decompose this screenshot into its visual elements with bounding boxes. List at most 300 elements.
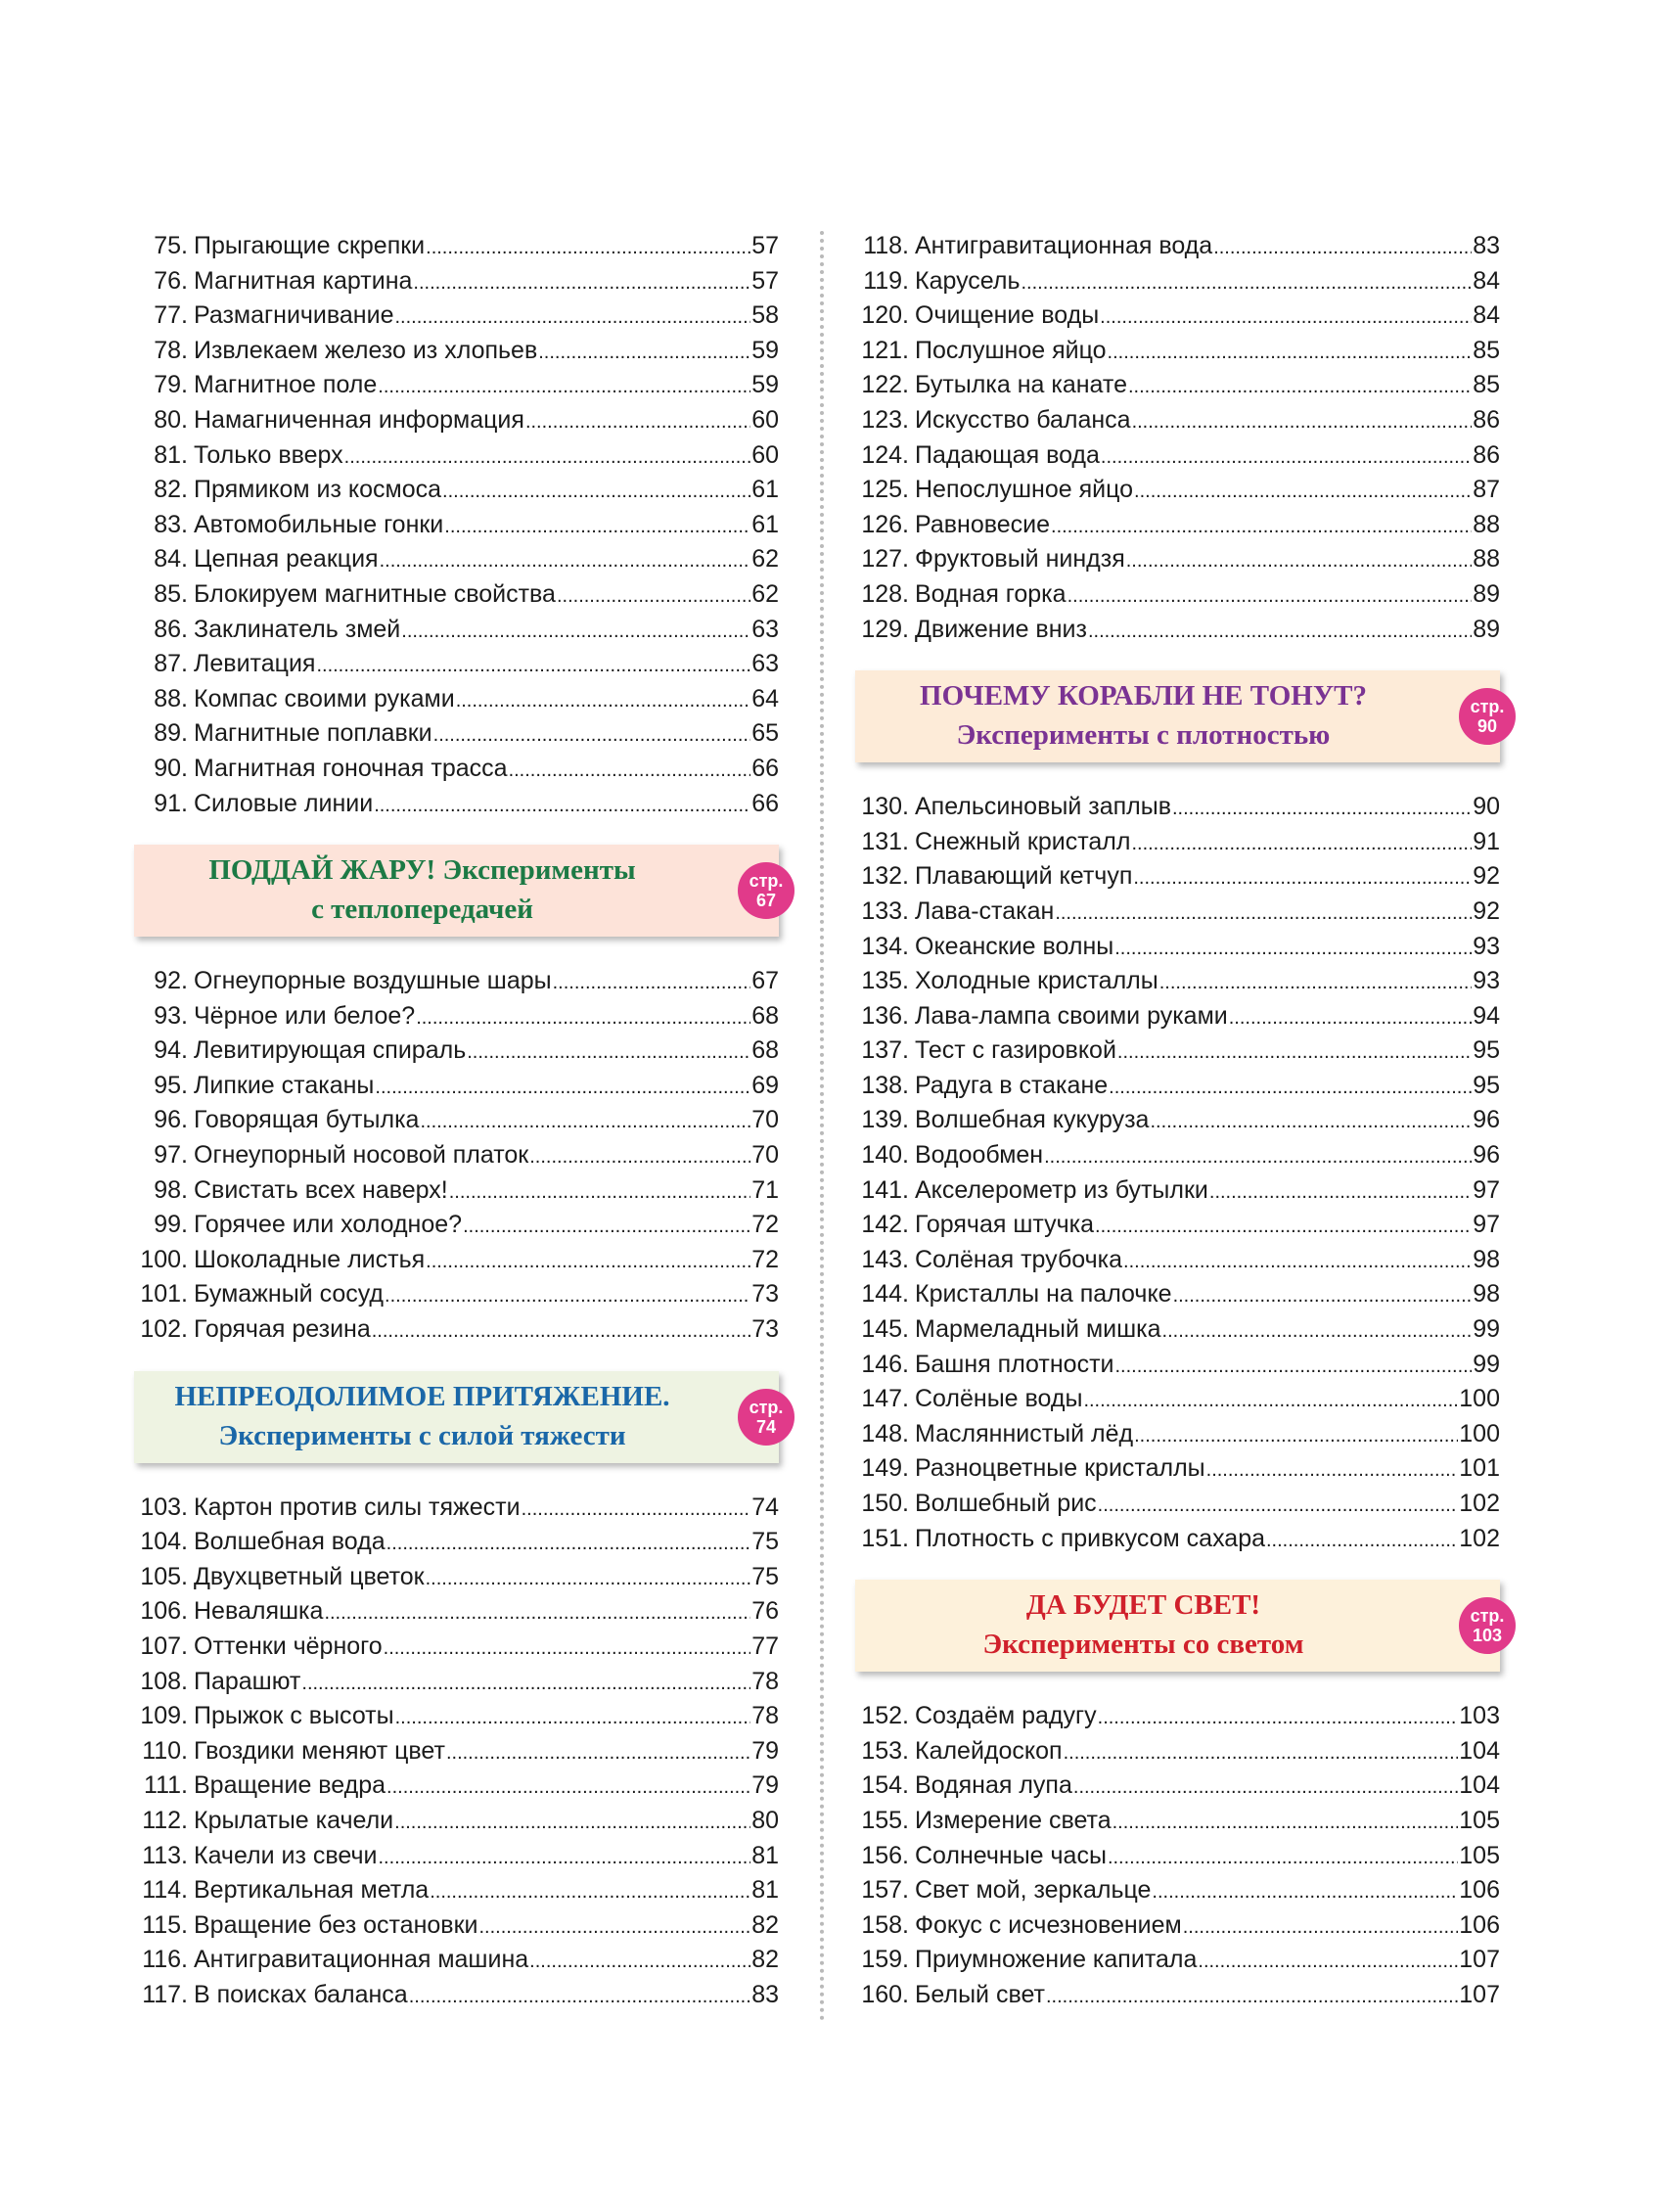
toc-entry[interactable] [850,577,1500,613]
page-badge-number: 103 [1472,1626,1503,1646]
leader-dots [426,1243,750,1280]
toc-entry[interactable] [129,1734,779,1769]
entry-page: 93 [1473,967,1500,995]
toc-entry[interactable] [850,1522,1500,1557]
toc-entry[interactable] [850,1978,1500,2013]
entry-title: Лава-стакан [915,896,1055,925]
entry-number: 105. [140,1562,188,1590]
entry-number: 87. [154,650,188,678]
entry-number: 114. [142,1876,188,1905]
toc-entry[interactable] [129,1103,779,1138]
leader-dots [384,1630,751,1667]
toc-entry[interactable] [850,438,1500,474]
entry-page: 98 [1473,1245,1500,1273]
leader-dots [1108,334,1473,371]
toc-entry[interactable] [850,790,1500,825]
entry-number: 90. [154,754,188,782]
entry-title: Парашют [194,1667,301,1695]
entry-title: Горячая штучка [915,1211,1095,1239]
toc-entry[interactable] [129,1173,779,1209]
toc-entry[interactable] [850,859,1500,895]
entry-title: Магнитное поле [194,371,378,399]
entry-page: 66 [751,754,779,782]
entry-number: 122. [861,371,909,399]
entry-number: 113. [142,1841,188,1869]
leader-dots [1073,1769,1458,1806]
toc-entry[interactable] [850,542,1500,577]
toc-entry[interactable] [850,334,1500,369]
entry-number: 137. [861,1036,909,1065]
entry-number: 156. [861,1841,909,1869]
toc-entry[interactable] [129,542,779,577]
entry-number: 124. [861,440,909,469]
entry-title: Солёная трубочка [915,1245,1123,1273]
leader-dots [1213,229,1472,266]
entry-title: Силовые линии [194,789,374,817]
entry-page: 78 [751,1667,779,1695]
entry-page: 79 [751,1771,779,1800]
toc-entry[interactable] [850,1348,1500,1383]
toc-entry[interactable] [850,1069,1500,1104]
toc-entry[interactable] [850,1769,1500,1804]
entry-page: 105 [1459,1841,1500,1869]
toc-entry[interactable] [129,508,779,543]
entry-number: 128. [861,579,909,608]
toc-entry[interactable] [850,1943,1500,1978]
toc-entry[interactable] [850,1277,1500,1312]
leader-dots [385,1277,750,1314]
entry-number: 145. [861,1315,909,1344]
entry-page: 69 [751,1071,779,1099]
entry-number: 84. [154,545,188,574]
toc-entry[interactable] [850,1487,1500,1522]
entry-page: 59 [751,371,779,399]
leader-dots [1083,1382,1458,1419]
entry-title: Радуга в стакане [915,1071,1109,1099]
entry-number: 154. [861,1771,909,1800]
entry-number: 153. [861,1736,909,1765]
entry-page: 83 [1473,232,1500,259]
entry-page: 85 [1473,371,1500,399]
entry-title: Водная горка [915,579,1067,608]
entry-title: Говорящая бутылка [194,1106,420,1134]
toc-entry[interactable] [129,787,779,822]
toc-entry[interactable] [850,264,1500,299]
entry-number: 126. [861,510,909,538]
entry-title: Цепная реакция [194,545,379,574]
entry-page: 68 [751,1036,779,1065]
entry-number: 138. [861,1071,909,1099]
toc-entry[interactable] [129,999,779,1034]
entry-title: Компас своими руками [194,684,455,712]
toc-entry[interactable] [129,368,779,403]
toc-entry[interactable] [129,473,779,508]
entry-title: Автомобильные гонки [194,510,444,538]
leader-dots [1098,1487,1459,1524]
entry-title: Свет мой, зеркальце [915,1876,1152,1905]
entry-number: 140. [861,1141,909,1170]
entry-page: 81 [751,1841,779,1869]
toc-entry[interactable] [850,1734,1500,1769]
entry-number: 111. [144,1771,188,1800]
entry-number: 107. [140,1632,188,1660]
toc-entry[interactable] [850,1804,1500,1839]
entry-title: Акселерометр из бутылки [915,1175,1208,1204]
leader-dots [522,1491,751,1528]
entry-number: 123. [861,405,909,434]
toc-entry[interactable] [129,438,779,474]
entry-title: Водообмен [915,1141,1044,1170]
entry-title: Вращение ведра [194,1771,386,1800]
entry-title: Фокус с исчезновением [915,1910,1182,1939]
toc-entry[interactable] [850,1699,1500,1734]
toc-entry[interactable] [129,613,779,648]
entry-title: Равновесие [915,510,1051,538]
entry-title: Липкие стаканы [194,1071,375,1099]
toc-entry[interactable] [850,825,1500,860]
entry-title: Прыгающие скрепки [194,232,426,259]
toc-entry[interactable] [129,964,779,999]
toc-entry[interactable] [850,229,1500,264]
toc-entry[interactable] [129,1699,779,1734]
entry-title: Крылатые качели [194,1806,394,1834]
entry-page: 87 [1473,476,1500,504]
entry-title: Мармеладный мишка [915,1315,1161,1344]
entry-page: 101 [1459,1454,1500,1483]
toc-entry[interactable] [129,1491,779,1526]
toc-entry[interactable] [850,403,1500,438]
entry-title: Огнеупорный носовой платок [194,1141,529,1170]
entry-page: 88 [1473,510,1500,538]
entry-title: Антигравитационная вода [915,232,1213,259]
toc-entry[interactable] [129,1594,779,1630]
entry-page: 85 [1473,336,1500,364]
leader-dots [433,716,751,754]
leader-dots [430,1873,750,1910]
page-badge-number: 74 [755,1416,777,1437]
leader-dots [1101,438,1472,476]
entry-number: 99. [154,1211,188,1239]
toc-entry[interactable] [129,264,779,299]
toc-entry[interactable] [850,368,1500,403]
entry-title: Качели из свечи [194,1841,378,1869]
entry-page: 70 [751,1141,779,1170]
entry-title: Магнитная картина [194,266,413,295]
entry-title: Вертикальная метла [194,1876,430,1905]
entry-title: Свистать всех наверх! [194,1175,448,1204]
section-banner [134,845,784,937]
leader-dots [416,999,750,1036]
entry-title: Прыжок с высоты [194,1702,394,1730]
entry-title: Горячая резина [194,1315,371,1344]
leader-dots [449,1173,750,1211]
entry-page: 57 [751,266,779,295]
toc-entry[interactable] [129,1034,779,1069]
entry-title: Океанские волны [915,932,1114,960]
toc-entry[interactable] [129,1208,779,1243]
entry-page: 107 [1459,1980,1500,2008]
section-subtitle: Эксперименты с плотностью [956,719,1331,752]
entry-page: 67 [751,967,779,995]
entry-page: 95 [1473,1071,1500,1099]
entry-page: 63 [751,650,779,678]
toc-entry[interactable] [850,930,1500,965]
entry-page: 70 [751,1106,779,1134]
entry-page: 84 [1473,301,1500,330]
entry-page: 60 [751,440,779,469]
toc-left-column [129,229,784,2013]
section-subtitle: Эксперименты с силой тяжести [218,1419,626,1451]
toc-entry[interactable] [129,229,779,264]
toc-entry[interactable] [850,895,1500,930]
toc-entry[interactable] [129,1560,779,1595]
entry-page: 57 [751,232,779,259]
toc-entry[interactable] [850,473,1500,508]
entry-title: Намагниченная информация [194,405,524,434]
entry-number: 125. [861,476,909,504]
entry-page: 74 [751,1493,779,1521]
entry-number: 83. [154,510,188,538]
toc-entry[interactable] [129,299,779,334]
toc-entry[interactable] [129,1804,779,1839]
entry-number: 121. [861,336,909,364]
leader-dots [1206,1451,1459,1489]
leader-dots [1152,1873,1458,1910]
entry-number: 132. [861,862,909,891]
toc-entry[interactable] [850,613,1500,648]
toc-entry[interactable] [129,334,779,369]
entry-page: 61 [751,476,779,504]
entry-number: 85. [154,579,188,608]
entry-title: Создаём радугу [915,1702,1097,1730]
toc-entry[interactable] [850,1908,1500,1944]
entry-title: Плавающий кетчуп [915,862,1133,891]
leader-dots [1044,1138,1472,1175]
entry-number: 79. [154,371,188,399]
entry-page: 63 [751,615,779,643]
leader-dots [538,334,750,371]
toc-entry[interactable] [129,1277,779,1312]
page-badge-label: стр. [1470,697,1505,717]
leader-dots [426,1560,751,1597]
toc-entry[interactable] [850,1103,1500,1138]
toc-entry[interactable] [129,1943,779,1978]
entry-number: 97. [154,1141,188,1170]
leader-dots [1133,859,1472,896]
leader-dots [1150,1103,1472,1140]
entry-page: 91 [1473,827,1500,855]
entry-number: 127. [861,545,909,574]
entry-page: 81 [751,1876,779,1905]
toc-entry[interactable] [129,1243,779,1278]
entry-page: 82 [751,1946,779,1974]
entry-number: 158. [861,1910,909,1939]
entry-number: 103. [140,1493,188,1521]
section-title: ПОДДАЙ ЖАРУ! Эксперименты [208,854,636,887]
entry-title: Гвоздики меняют цвет [194,1736,445,1765]
entry-page: 80 [751,1806,779,1834]
toc-entry[interactable] [129,1630,779,1665]
entry-number: 89. [154,719,188,748]
entry-page: 75 [751,1562,779,1590]
entry-title: Плотность с привкусом сахара [915,1524,1265,1552]
entry-number: 147. [861,1385,909,1413]
entry-number: 93. [154,1001,188,1030]
page-badge [738,862,795,919]
toc-entry[interactable] [129,1665,779,1700]
entry-title: Картон против силы тяжести [194,1493,521,1521]
leader-dots [557,577,750,615]
toc-entry[interactable] [850,1839,1500,1874]
toc-entry[interactable] [129,647,779,682]
toc-entry[interactable] [129,1908,779,1944]
toc-entry[interactable] [850,1312,1500,1348]
entry-page: 90 [1473,793,1500,821]
entry-page: 86 [1473,405,1500,434]
entry-title: Разноцветные кристаллы [915,1454,1205,1483]
toc-entry[interactable] [850,1208,1500,1243]
entry-page: 75 [751,1528,779,1556]
leader-dots [1114,930,1472,967]
entry-number: 86. [154,615,188,643]
entry-title: Огнеупорные воздушные шары [194,967,552,995]
toc-entry[interactable] [129,752,779,787]
toc-entry[interactable] [850,1034,1500,1069]
toc-entry[interactable] [129,1769,779,1804]
leader-dots [1095,1208,1472,1245]
toc-entry[interactable] [850,1417,1500,1452]
entry-page: 71 [751,1175,779,1204]
entry-page: 107 [1459,1946,1500,1974]
entry-number: 75. [154,232,188,259]
toc-entry[interactable] [129,716,779,752]
entry-page: 73 [751,1280,779,1309]
toc-entry[interactable] [129,682,779,717]
entry-number: 151. [861,1524,909,1552]
entry-page: 61 [751,510,779,538]
entry-title: Левитирующая спираль [194,1036,467,1065]
toc-entry[interactable] [129,1138,779,1173]
entry-page: 86 [1473,440,1500,469]
entry-number: 101. [140,1280,188,1309]
toc-entry[interactable] [850,1138,1500,1173]
entry-number: 104. [140,1528,188,1556]
entry-page: 97 [1473,1175,1500,1204]
leader-dots [378,1839,750,1876]
toc-entry[interactable] [850,1873,1500,1908]
entry-number: 100. [140,1245,188,1273]
entry-title: Волшебный рис [915,1490,1097,1517]
entry-number: 77. [154,301,188,330]
entry-title: Масляннистый лёд [915,1419,1134,1447]
section-subtitle: Эксперименты со светом [982,1629,1304,1661]
leader-dots [372,1312,750,1350]
toc-entry[interactable] [129,403,779,438]
leader-dots [1162,1312,1473,1350]
entry-title: Лава-лампа своими руками [915,1001,1228,1030]
leader-dots [1112,1804,1459,1841]
entry-page: 97 [1473,1211,1500,1239]
page-badge [1459,688,1516,745]
entry-page: 72 [751,1211,779,1239]
toc-entry[interactable] [850,1173,1500,1209]
section-banner [855,670,1505,762]
leader-dots [463,1208,750,1245]
leader-dots [467,1034,750,1071]
entry-number: 118. [863,232,909,259]
toc-entry[interactable] [129,1978,779,2013]
entry-page: 100 [1459,1419,1500,1447]
toc-entry[interactable] [129,1873,779,1908]
entry-number: 91. [154,789,188,817]
leader-dots [446,1734,750,1771]
leader-dots [375,1069,750,1106]
entry-number: 130. [861,793,909,821]
toc-right-column [850,229,1505,2013]
entry-page: 98 [1473,1280,1500,1309]
entry-title: Башня плотности [915,1350,1114,1378]
toc-entry[interactable] [850,1382,1500,1417]
toc-entry[interactable] [850,964,1500,999]
entry-page: 106 [1459,1910,1500,1939]
toc-entry[interactable] [850,999,1500,1034]
leader-dots [1172,790,1472,827]
toc-entry[interactable] [129,1525,779,1560]
entry-title: Двухцветный цветок [194,1562,425,1590]
entry-number: 115. [142,1910,188,1939]
leader-dots [394,299,750,336]
entry-title: Фруктовый ниндзя [915,545,1125,574]
toc-entry[interactable] [129,1839,779,1874]
toc-entry[interactable] [850,1243,1500,1278]
toc-entry[interactable] [129,1069,779,1104]
toc-entry[interactable] [850,1451,1500,1487]
entry-title: Послушное яйцо [915,336,1107,364]
toc-entry[interactable] [129,577,779,613]
entry-title: Магнитные поплавки [194,719,432,748]
page-badge [738,1389,795,1446]
page-badge-label: стр. [1470,1606,1505,1627]
leader-dots [386,1769,750,1806]
entry-number: 149. [861,1454,909,1483]
entry-title: Приумножение капитала [915,1946,1198,1974]
leader-dots [529,1943,750,1980]
leader-dots [1198,1943,1458,1980]
leader-dots [553,964,751,1001]
leader-dots [386,1525,751,1562]
entry-number: 155. [861,1806,909,1834]
leader-dots [1209,1173,1472,1211]
leader-dots [1117,1034,1472,1071]
leader-dots [1173,1277,1473,1314]
entry-page: 79 [751,1736,779,1765]
entry-page: 99 [1473,1350,1500,1378]
entry-page: 64 [751,684,779,712]
leader-dots [1266,1522,1458,1559]
entry-number: 109. [140,1702,188,1730]
leader-dots [1046,1978,1458,2015]
leader-dots [1229,999,1472,1036]
entry-page: 89 [1473,579,1500,608]
toc-entry[interactable] [850,299,1500,334]
entry-number: 159. [861,1946,909,1974]
entry-title: Блокируем магнитные свойства [194,579,556,608]
entry-page: 59 [751,336,779,364]
toc-entry[interactable] [129,1312,779,1348]
entry-number: 108. [140,1667,188,1695]
entry-title: Волшебная вода [194,1528,386,1556]
toc-entry[interactable] [850,508,1500,543]
